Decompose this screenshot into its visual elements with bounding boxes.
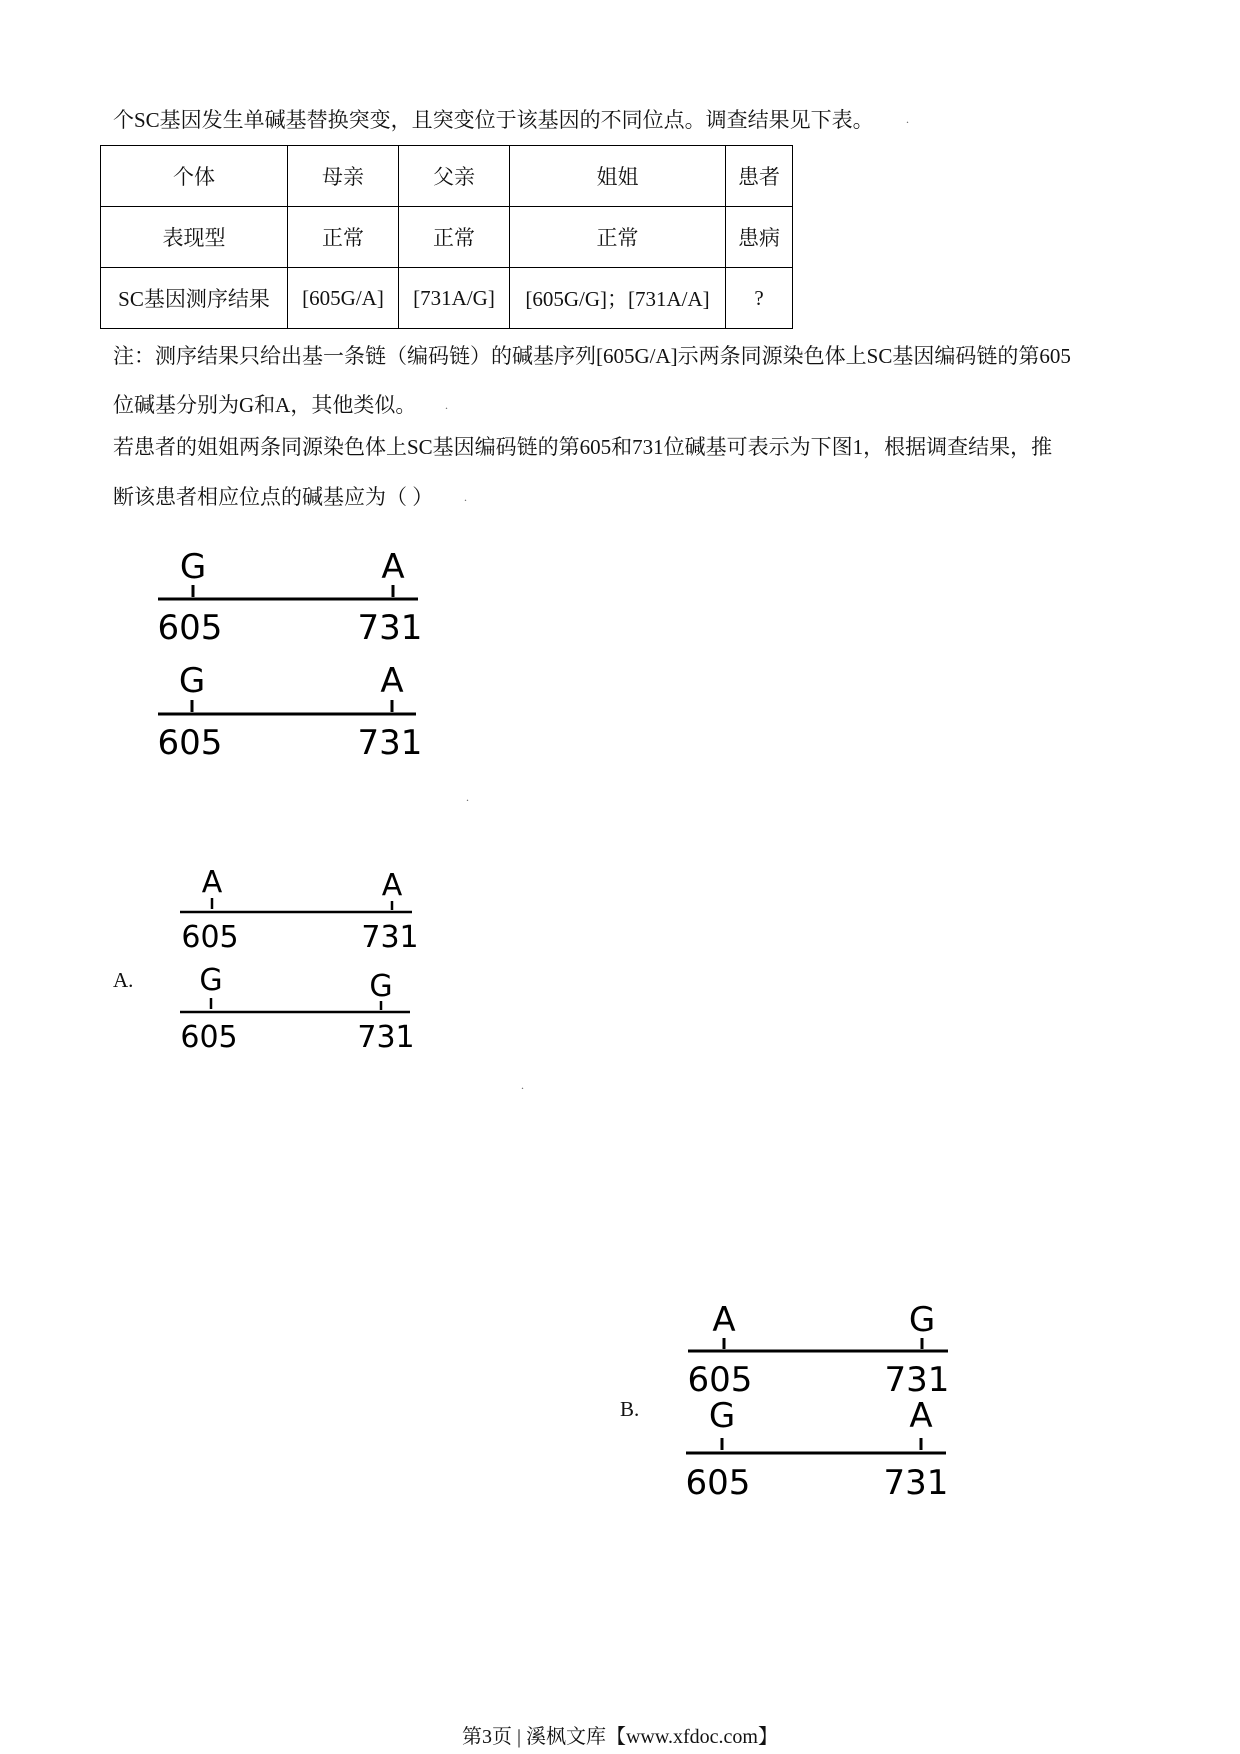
table-row <box>101 268 793 329</box>
position-605-label: 605 <box>685 1463 751 1503</box>
chromosome-lower <box>686 1396 949 1503</box>
position-605-label: 605 <box>157 608 223 648</box>
position-605-label: 605 <box>687 1360 753 1400</box>
base-605-label: G <box>708 1396 736 1436</box>
position-605-label: 605 <box>157 723 223 763</box>
dot-mark: . <box>464 490 467 504</box>
table-cell: 患病 <box>726 207 793 268</box>
chromosome-upper <box>158 547 423 648</box>
base-605-label: G <box>178 661 206 701</box>
question-line-2: 断该患者相应位点的碱基应为（ ） <box>113 485 434 509</box>
option-b-label[interactable]: B. <box>620 1397 640 1421</box>
table-cell: 正常 <box>510 207 726 268</box>
table-cell: SC基因测序结果 <box>101 268 288 329</box>
position-731-label: 731 <box>361 920 419 955</box>
survey-table <box>100 145 793 329</box>
position-605-label: 605 <box>181 920 239 955</box>
position-731-label: 731 <box>883 1463 949 1503</box>
table-cell: [605G/A] <box>288 268 399 329</box>
base-731-label: G <box>908 1300 936 1340</box>
intro-line: 个SC基因发生单碱基替换突变，且突变位于该基因的不同位点。调查结果见下表。 <box>113 108 874 132</box>
base-731-label: A <box>380 661 404 701</box>
option-b-figure[interactable] <box>680 1290 960 1520</box>
position-731-label: 731 <box>357 1020 415 1055</box>
base-731-label: A <box>381 547 405 587</box>
base-605-label: A <box>712 1300 736 1340</box>
question-line-1: 若患者的姐姐两条同源染色体上SC基因编码链的第605和731位碱基可表示为下图1，根据调查结果，推 <box>113 435 1053 459</box>
table-cell: [605G/G]；[731A/A] <box>510 268 726 329</box>
page-footer: 第3页 | 溪枫文库【www.xfdoc.com】 <box>461 1726 778 1748</box>
table-cell: 母亲 <box>288 146 399 207</box>
position-731-label: 731 <box>884 1360 950 1400</box>
table-cell: 患者 <box>726 146 793 207</box>
dot-mark: . <box>445 398 448 412</box>
base-605-label: A <box>201 865 223 900</box>
dot-mark: . <box>906 112 909 126</box>
figure-1 <box>150 535 440 770</box>
base-731-label: A <box>909 1396 933 1436</box>
table-cell: 表现型 <box>101 207 288 268</box>
position-731-label: 731 <box>357 608 423 648</box>
option-a-label[interactable]: A. <box>113 968 134 992</box>
base-605-label: G <box>179 547 207 587</box>
position-605-label: 605 <box>180 1020 238 1055</box>
table-cell: ? <box>726 268 793 329</box>
note-line-2: 位碱基分别为G和A，其他类似。 <box>113 393 417 417</box>
position-731-label: 731 <box>357 723 423 763</box>
table-row <box>101 207 793 268</box>
base-731-label: A <box>381 868 403 903</box>
chromosome-lower <box>158 661 423 763</box>
dot-mark: . <box>521 1078 524 1092</box>
option-a-figure[interactable] <box>172 855 432 1065</box>
chromosome-lower <box>180 963 415 1055</box>
dot-mark: . <box>466 790 469 804</box>
base-605-label: G <box>199 963 223 998</box>
table-cell: 正常 <box>399 207 510 268</box>
table-cell: 姐姐 <box>510 146 726 207</box>
table-cell: 父亲 <box>399 146 510 207</box>
table-cell: 正常 <box>288 207 399 268</box>
chromosome-upper <box>180 865 419 955</box>
table-row <box>101 146 793 207</box>
chromosome-upper <box>688 1300 950 1400</box>
base-731-label: G <box>369 969 393 1004</box>
table-cell: 个体 <box>101 146 288 207</box>
table-cell: [731A/G] <box>399 268 510 329</box>
note-line-1: 注：测序结果只给出基一条链（编码链）的碱基序列[605G/A]示两条同源染色体上SC基因编码链的第605 <box>113 344 1071 368</box>
